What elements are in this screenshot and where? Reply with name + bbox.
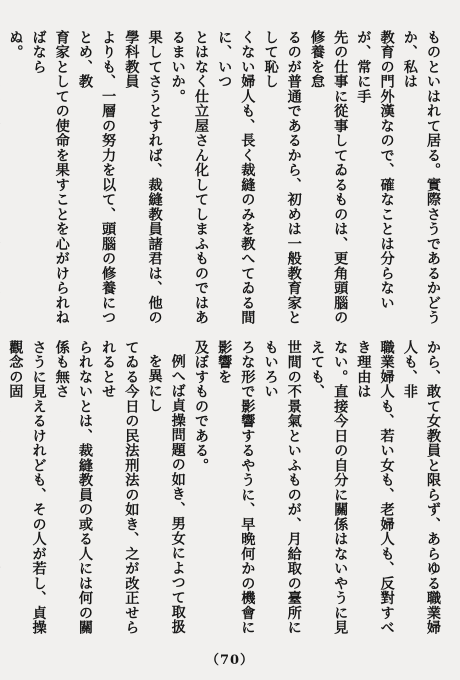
text-column: よりも、一層の努力を以て、頭腦の修養につとめ、教 xyxy=(76,30,117,325)
text-column: 果してさうとすれば、裁縫教員諸君は、他の學科教員 xyxy=(123,30,163,325)
text-column: 世間の不景氣といふものが、月給取の臺所にもいろい xyxy=(262,340,302,635)
text-column: てゐる今日の民法刑法の如き、之が改正せられるとせ xyxy=(100,340,140,635)
page-number: （70） xyxy=(205,653,255,668)
text-column: 先の仕事に從事してゐるものは、更角頭腦の修養を怠 xyxy=(308,30,349,325)
text-column: 教育の門外漢なので、確なことは分らないが、常に手 xyxy=(355,30,395,311)
text-column: ろな形で影響するやうに、早晩何かの機會に影響を xyxy=(216,340,256,635)
text-column: から、敢て女教員と限らず、あらゆる職業婦人も、非 xyxy=(401,340,441,635)
text-column xyxy=(0,340,3,640)
text-column: るのが普通であるから、初めは一般教育家として恥し xyxy=(262,30,302,325)
text-column: 職業婦人も、若い女も、老婦人も、反對すべき理由は xyxy=(355,340,395,635)
upper-text-block xyxy=(7,30,444,325)
text-column: とはなく仕立屋さん化してしまふものではあるまいか。 xyxy=(169,30,209,325)
text-column: 及ぼすものである。 xyxy=(192,340,209,473)
text-column: ない。直接今日の自分に關係はないやうに見えても、 xyxy=(308,340,349,635)
text-column: くない婦人も、長く裁縫のみを教へてゐる間に、いつ xyxy=(216,30,256,325)
text-column: 育家としての使命を果すことを心がけられねばなら xyxy=(30,30,70,325)
text-column: ものといはれて居る。實際さうであるかどうか、私は xyxy=(401,30,441,325)
text-column xyxy=(0,44,3,325)
text-column: られないとは、裁縫教員の或る人には何の關係も無さ xyxy=(53,340,93,635)
text-column: さうに見えるけれども、その人が若し、貞操觀念の固 xyxy=(7,340,47,635)
text-column: 例へば貞操問題の如き、男女によつて取扱を異にし xyxy=(146,354,186,635)
lower-text-block xyxy=(7,340,444,640)
text-column: ぬ。 xyxy=(7,30,24,60)
